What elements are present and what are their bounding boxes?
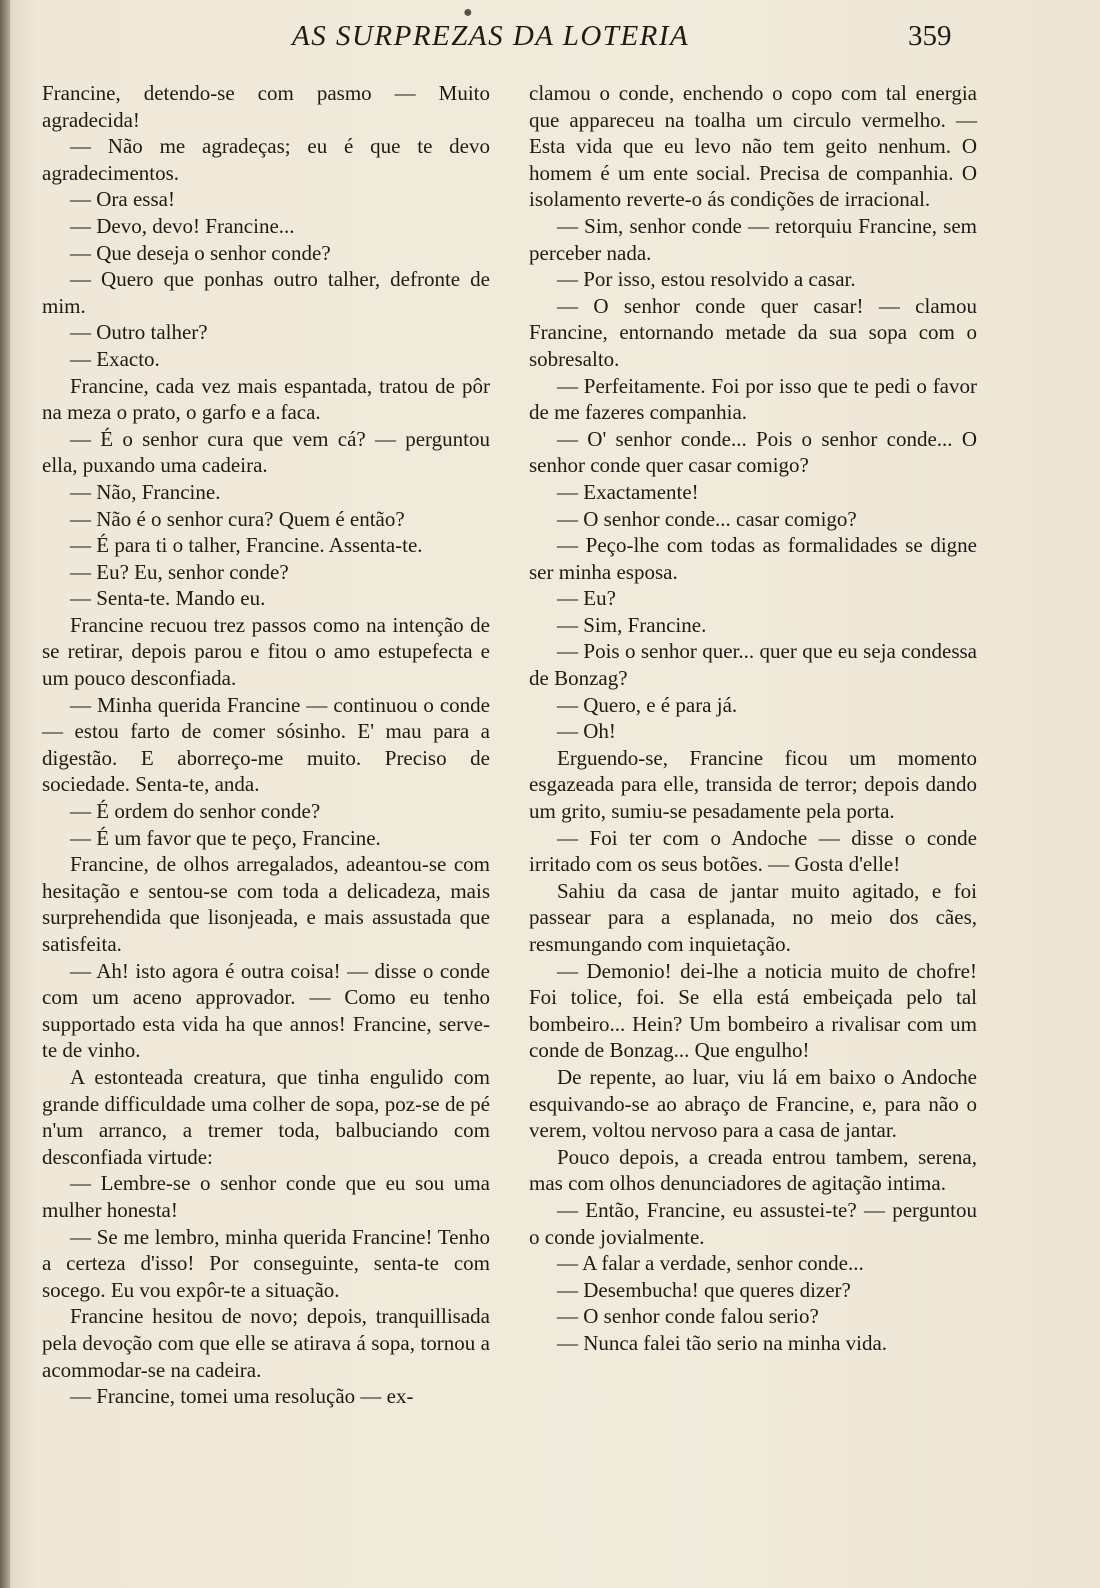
paragraph: — O senhor conde... casar comigo? xyxy=(557,506,857,531)
paragraph: — Ah! isto agora é outra coisa! — disse o conde com um aceno approvador. — Como eu tenho supportado esta vida ha que annos! Francine, serve-te de vinho. xyxy=(42,958,490,1063)
paragraph: — É o senhor cura que vem cá? — perguntou ella, puxando uma cadeira. xyxy=(42,426,490,478)
paragraph: — Não, Francine. xyxy=(70,479,221,504)
paragraph: — Francine, tomei uma resolução — ex- xyxy=(70,1384,414,1409)
paragraph: — Ora essa! xyxy=(70,187,175,212)
paragraph: — Sim, senhor conde — retorquiu Francine, sem perceber nada. xyxy=(529,213,977,265)
paragraph: — Oh! xyxy=(557,719,616,744)
paragraph: Francine hesitou de novo; depois, tranquillisada pela devoção com que elle se atirava á sopa, tornou a acommodar-se na cadeira. xyxy=(42,1304,490,1382)
paragraph: — Exacto. xyxy=(70,346,160,371)
running-title: AS SURPREZAS DA LOTERIA xyxy=(292,20,690,52)
paragraph: A estonteada creatura, que tinha engulido com grande difficuldade uma colher de sopa, poz-se de pé n'um arranco, a tremer toda, balbuciando com desconfiada virtude: xyxy=(42,1064,490,1169)
header-ornament: ● xyxy=(463,4,473,21)
paragraph: Sahiu da casa de jantar muito agitado, e foi passear para a esplanada, no meio dos cães, resmungando com inquietação. xyxy=(529,878,977,956)
paragraph: Francine, detendo-se com pasmo — Muito agradecida! xyxy=(42,81,490,132)
paragraph: — Minha querida Francine — continuou o conde — estou farto de comer sósinho. E' mau para a digestão. E aborreço-me muito. Preciso de sociedade. Senta-te, anda. xyxy=(42,692,490,797)
paragraph: — Não me agradeças; eu é que te devo agradecimentos. xyxy=(42,134,490,185)
paragraph: — Outro talher? xyxy=(70,320,208,345)
paragraph: — Exactamente! xyxy=(557,479,699,504)
paragraph: — Pois o senhor quer... quer que eu seja condessa de Bonzag? xyxy=(529,639,977,691)
paragraph: — A falar a verdade, senhor conde... xyxy=(557,1251,864,1276)
paragraph: — É um favor que te peço, Francine. xyxy=(70,825,381,850)
paragraph: — Então, Francine, eu assustei-te? — perguntou o conde jovialmente. xyxy=(529,1197,977,1249)
paragraph: — Devo, devo! Francine... xyxy=(70,213,295,238)
paragraph: — Foi ter com o Andoche — disse o conde irritado com os seus botões. — Gosta d'elle! xyxy=(529,825,977,877)
paragraph: Francine recuou trez passos como na intenção de se retirar, depois parou e fitou o amo estupefecta e um pouco desconfiada. xyxy=(42,612,490,691)
paragraph: Erguendo-se, Francine ficou um momento esgazeada para elle, transida de terror; depois dando um grito, sumiu-se pesadamente pela porta. xyxy=(529,745,977,824)
paragraph: clamou o conde, enchendo o copo com tal energia que appareceu na toalha um circulo vermelho. — Esta vida que eu levo não tem geito nenhum. O homem é um ente social. Precisa de companhia. O isolamento reverte-o ás condições de irracional. xyxy=(529,81,977,212)
paragraph: — O' senhor conde... Pois o senhor conde... O senhor conde quer casar comigo? xyxy=(529,426,977,478)
paragraph: — Nunca falei tão serio na minha vida. xyxy=(557,1330,888,1355)
paragraph: — O senhor conde falou serio? xyxy=(557,1304,819,1329)
paragraph: — Desembucha! que queres dizer? xyxy=(557,1277,851,1302)
page-number: 359 xyxy=(908,20,952,52)
paragraph: — Eu? Eu, senhor conde? xyxy=(70,559,289,584)
paragraph: — Eu? xyxy=(557,586,616,611)
paragraph: — Senta-te. Mando eu. xyxy=(70,586,266,611)
paragraph: De repente, ao luar, viu lá em baixo o Andoche esquivando-se ao abraço de Francine, e, para não o verem, voltou nervoso para a casa de jantar. xyxy=(529,1064,977,1143)
paragraph: Francine, de olhos arregalados, adeantou-se com hesitação e sentou-se com toda a delicadeza, mais surprehendida que lisonjeada, e mais assustada que satisfeita. xyxy=(42,852,490,956)
paragraph: — Quero que ponhas outro talher, defronte de mim. xyxy=(42,267,490,318)
paragraph: — O senhor conde quer casar! — clamou Francine, entornando metade da sua sopa com o sobresalto. xyxy=(529,293,977,371)
paragraph: — Quero, e é para já. xyxy=(557,692,738,717)
paragraph: — Se me lembro, minha querida Francine! Tenho a certeza d'isso! Por conseguinte, senta-te com socego. Eu vou expôr-te a situação. xyxy=(42,1224,490,1302)
paragraph: — Peço-lhe com todas as formalidades se digne ser minha esposa. xyxy=(529,533,977,584)
left-text-column xyxy=(42,80,490,1410)
page-header xyxy=(0,4,1100,62)
paragraph: — Demonio! dei-lhe a noticia muito de chofre! Foi tolice, foi. Se ella está embeiçada pelo tal bombeiro... Hein? Um bombeiro a rivalisar com um conde de Bonzag... Que engulho! xyxy=(529,958,977,1063)
paragraph: Francine, cada vez mais espantada, tratou de pôr na meza o prato, o garfo e a faca. xyxy=(42,373,490,425)
paragraph: Pouco depois, a creada entrou tambem, serena, mas com olhos denunciadores de agitação intima. xyxy=(529,1144,977,1196)
paragraph: — Que deseja o senhor conde? xyxy=(70,240,331,265)
paragraph: — Não é o senhor cura? Quem é então? xyxy=(70,506,405,531)
paragraph: — Perfeitamente. Foi por isso que te pedi o favor de me fazeres companhia. xyxy=(529,373,977,425)
paragraph: — É para ti o talher, Francine. Assenta-te. xyxy=(70,533,423,558)
book-spine-shadow xyxy=(0,0,10,1588)
paragraph: — Sim, Francine. xyxy=(557,612,707,637)
paragraph: — Lembre-se o senhor conde que eu sou uma mulher honesta! xyxy=(42,1171,490,1222)
right-text-column xyxy=(529,80,977,1357)
paragraph: — Por isso, estou resolvido a casar. xyxy=(557,267,856,292)
paragraph: — É ordem do senhor conde? xyxy=(70,799,321,824)
